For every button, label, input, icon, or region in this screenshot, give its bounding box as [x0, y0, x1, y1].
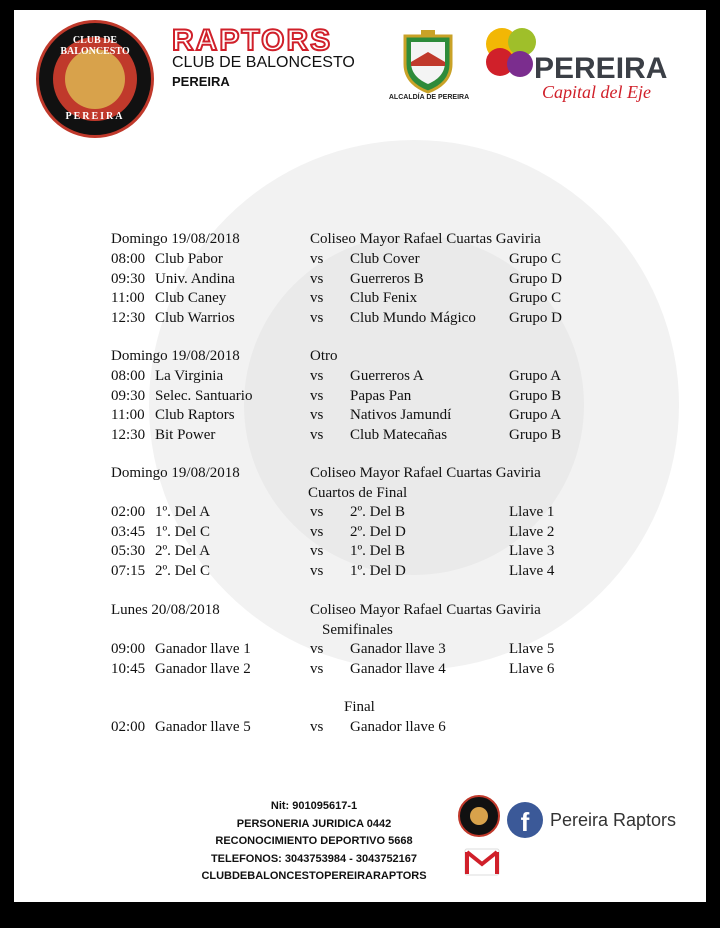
game-vs: vs	[310, 368, 324, 384]
game-away-team: Club Mundo Mágico	[350, 309, 476, 326]
pereira-tagline: Capital del Eje	[542, 82, 651, 102]
raptors-subtitle: CLUB DE BALONCESTO	[172, 54, 355, 71]
game-away-team: Ganador llave 4	[350, 660, 446, 677]
game-group: Grupo D	[509, 309, 562, 326]
block-stage: Final	[344, 699, 375, 715]
block-venue: Coliseo Mayor Rafael Cuartas Gaviria	[310, 602, 541, 618]
game-time: 11:00	[111, 290, 145, 306]
footer-telefonos: TELEFONOS: 3043753984 - 3043752167	[210, 852, 418, 865]
game-group: Llave 1	[509, 504, 555, 520]
game-group: Llave 5	[509, 641, 555, 657]
game-home-team: 1º. Del C	[155, 523, 211, 540]
alcaldia-label: ALCALDÍA DE PEREIRA	[388, 94, 470, 101]
game-home-team: Club Pabor	[155, 251, 223, 267]
game-away-team: Ganador llave 6	[350, 719, 446, 735]
game-away-team: Club Cover	[350, 251, 420, 267]
game-home-team: Univ. Andina	[155, 270, 235, 287]
game-home-team: Club Raptors	[155, 407, 235, 423]
game-home-team: Club Caney	[155, 290, 227, 306]
game-vs: vs	[310, 562, 324, 579]
block-date: Domingo 19/08/2018	[111, 348, 240, 364]
footer-email: CLUBDEBALONCESTOPEREIRARAPTORS	[201, 870, 427, 882]
pereira-wordmark: PEREIRA	[534, 52, 668, 85]
game-home-team: Selec. Santuario	[155, 387, 253, 404]
raptors-city: PEREIRA	[172, 74, 230, 89]
game-time: 08:00	[111, 368, 146, 384]
game-time: 09:00	[111, 641, 146, 657]
block-stage: Semifinales	[322, 622, 393, 638]
game-time: 03:45	[111, 523, 146, 540]
game-away-team: Guerreros B	[350, 270, 424, 287]
game-vs: vs	[310, 523, 324, 540]
schedule	[14, 10, 706, 902]
game-vs: vs	[310, 641, 324, 657]
game-vs: vs	[310, 290, 324, 306]
game-away-team: 2º. Del D	[350, 523, 406, 540]
footer-info	[174, 798, 454, 886]
game-vs: vs	[310, 309, 324, 326]
game-away-team: 2º. Del B	[350, 504, 406, 520]
raptors-title: RAPTORS	[172, 24, 333, 57]
game-away-team: 1º. Del B	[350, 543, 406, 559]
game-time: 12:30	[111, 426, 146, 443]
game-group: Llave 2	[509, 523, 555, 540]
game-group: Llave 6	[509, 660, 555, 677]
game-time: 09:30	[111, 270, 146, 287]
game-home-team: 1º. Del A	[155, 504, 211, 520]
game-time: 02:00	[111, 719, 146, 735]
facebook-label[interactable]: Pereira Raptors	[550, 810, 677, 830]
game-away-team: Nativos Jamundí	[350, 407, 452, 423]
game-home-team: La Virginia	[155, 368, 224, 384]
footer-personeria: PERSONERIA JURIDICA 0442	[236, 817, 392, 830]
game-away-team: 1º. Del D	[350, 562, 406, 579]
game-group: Grupo C	[509, 290, 562, 306]
game-vs: vs	[310, 387, 324, 404]
game-away-team: Guerreros A	[350, 368, 424, 384]
game-time: 11:00	[111, 407, 145, 423]
game-time: 08:00	[111, 251, 146, 267]
game-time: 02:00	[111, 504, 146, 520]
game-vs: vs	[310, 426, 324, 443]
game-vs: vs	[310, 543, 324, 559]
club-logo-bottom-text: PEREIRA	[65, 111, 125, 122]
game-group: Llave 3	[509, 543, 555, 559]
gmail-icon[interactable]	[464, 848, 500, 876]
block-date: Domingo 19/08/2018	[111, 231, 240, 247]
game-vs: vs	[310, 504, 324, 520]
page	[14, 10, 706, 902]
block-venue: Coliseo Mayor Rafael Cuartas Gaviria	[310, 231, 541, 247]
block-venue: Otro	[310, 348, 338, 364]
game-away-team: Papas Pan	[350, 387, 412, 404]
game-home-team: Ganador llave 5	[155, 719, 251, 735]
block-date: Domingo 19/08/2018	[111, 465, 240, 481]
game-group: Grupo B	[509, 387, 562, 404]
game-time: 10:45	[111, 660, 146, 677]
game-time: 05:30	[111, 543, 146, 559]
game-home-team: 2º. Del C	[155, 562, 211, 579]
block-stage: Cuartos de Final	[308, 485, 408, 501]
block-venue: Coliseo Mayor Rafael Cuartas Gaviria	[310, 465, 541, 481]
game-away-team: Ganador llave 3	[350, 641, 446, 657]
game-away-team: Club Matecañas	[350, 426, 448, 443]
game-time: 09:30	[111, 387, 146, 404]
block-date: Lunes 20/08/2018	[111, 602, 220, 618]
club-logo-top-text: CLUB DE BALONCESTO	[60, 35, 130, 57]
game-home-team: Bit Power	[155, 426, 216, 443]
game-home-team: 2º. Del A	[155, 543, 211, 559]
game-home-team: Ganador llave 2	[155, 660, 251, 677]
game-vs: vs	[310, 660, 324, 677]
club-logo-icon	[458, 795, 500, 837]
game-home-team: Ganador llave 1	[155, 641, 251, 657]
game-vs: vs	[310, 719, 324, 735]
game-group: Grupo D	[509, 270, 562, 287]
game-time: 07:15	[111, 562, 146, 579]
game-home-team: Club Warrios	[155, 309, 235, 326]
game-group: Grupo A	[509, 407, 562, 423]
footer-nit: Nit: 901095617-1	[270, 800, 358, 812]
facebook-icon[interactable]: f	[507, 802, 543, 838]
game-group: Grupo B	[509, 426, 562, 443]
game-vs: vs	[310, 270, 324, 287]
game-vs: vs	[310, 407, 324, 423]
game-time: 12:30	[111, 309, 146, 326]
game-vs: vs	[310, 251, 324, 267]
game-group: Grupo C	[509, 251, 562, 267]
game-away-team: Club Fenix	[350, 290, 418, 306]
footer-reconocimiento: RECONOCIMIENTO DEPORTIVO 5668	[215, 835, 413, 847]
game-group: Grupo A	[509, 368, 562, 384]
game-group: Llave 4	[509, 562, 555, 579]
